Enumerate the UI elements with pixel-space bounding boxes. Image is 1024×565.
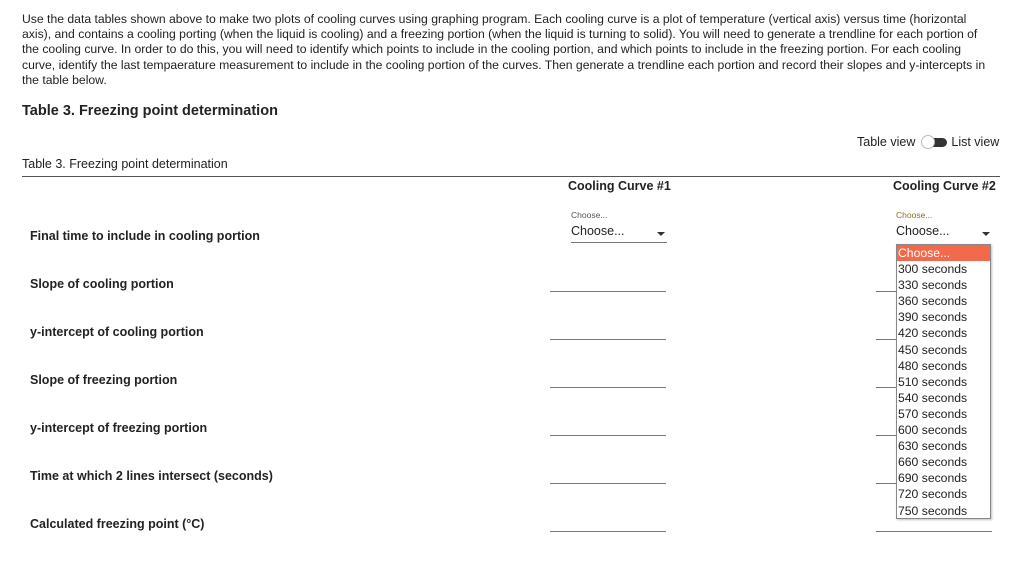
table-top-rule	[22, 176, 1000, 177]
row-label-cooling-slope: Slope of cooling portion	[30, 277, 174, 291]
view-toggle	[857, 135, 999, 149]
chevron-down-icon	[657, 232, 665, 236]
dropdown-option[interactable]: 690 seconds	[898, 471, 968, 486]
dropdown-option[interactable]: 330 seconds	[898, 278, 968, 293]
instructions-text: Use the data tables shown above to make two plots of cooling curves using graphing program. Each cooling curve is a plot of temperature (vertical axis) versus time (horizontal axis), and contains a cooling porting (when the liquid is cooling) and a freezing portion (when the liquid is turning to solid). You will need to generate a trendline for each portion of the cooling curve. In order to do this, you will need to identify which points to include in the cooling portion, and which points to include in the freezing portion. For each cooling curve, identify the last tempaerature measurement to include in the cooling portion of the curves. Then generate a trendline each portion and record their slopes and y-intercepts in the table below.	[22, 12, 986, 87]
section-heading: Table 3. Freezing point determination	[22, 103, 278, 119]
dropdown-option[interactable]: 600 seconds	[898, 423, 968, 438]
curve-2-freezing-point-input[interactable]	[876, 531, 992, 532]
row-label-freezing-point: Calculated freezing point (°C)	[30, 517, 205, 531]
row-label-freezing-slope: Slope of freezing portion	[30, 373, 178, 387]
dropdown-option[interactable]: 450 seconds	[898, 342, 968, 357]
final-time-dropdown-list[interactable]	[896, 244, 991, 519]
row-label-freezing-intercept: y-intercept of freezing portion	[30, 421, 208, 435]
curve-1-final-time-select[interactable]	[571, 210, 667, 238]
select-hint: Choose...	[896, 210, 933, 220]
curve-1-freezing-intercept-input[interactable]	[550, 435, 666, 436]
curve-2-final-time-select[interactable]	[896, 210, 992, 238]
curve-2-cooling-slope-input[interactable]	[876, 291, 896, 292]
curve-1-intersect-time-input[interactable]	[550, 483, 666, 484]
row-label-final-time: Final time to include in cooling portion	[30, 229, 260, 243]
select-value: Choose...	[896, 224, 950, 238]
curve-1-freezing-point-input[interactable]	[550, 531, 666, 532]
view-toggle-switch[interactable]	[921, 135, 947, 149]
row-label-intersect-time: Time at which 2 lines intersect (seconds)	[30, 469, 273, 483]
dropdown-option[interactable]: 420 seconds	[898, 326, 968, 341]
curve-2-intersect-time-input[interactable]	[876, 483, 896, 484]
list-view-label[interactable]: List view	[951, 135, 1000, 149]
dropdown-option[interactable]: 510 seconds	[898, 374, 968, 389]
dropdown-option[interactable]: 570 seconds	[898, 406, 968, 421]
curve-1-cooling-slope-input[interactable]	[550, 291, 666, 292]
dropdown-option[interactable]: Choose...	[897, 245, 990, 261]
dropdown-option[interactable]: 480 seconds	[898, 358, 968, 373]
dropdown-option[interactable]: 300 seconds	[898, 262, 968, 277]
table-view-label[interactable]: Table view	[857, 135, 916, 149]
dropdown-option[interactable]: 540 seconds	[898, 390, 968, 405]
column-header-curve-1: Cooling Curve #1	[568, 179, 671, 193]
dropdown-option[interactable]: 390 seconds	[898, 310, 968, 325]
dropdown-option[interactable]: 360 seconds	[898, 294, 968, 309]
curve-1-cooling-intercept-input[interactable]	[550, 339, 666, 340]
select-underline	[571, 242, 667, 243]
curve-1-freezing-slope-input[interactable]	[550, 387, 666, 388]
dropdown-option[interactable]: 720 seconds	[898, 487, 968, 502]
row-label-cooling-intercept: y-intercept of cooling portion	[30, 325, 204, 339]
chevron-down-icon	[982, 232, 990, 236]
table-caption: Table 3. Freezing point determination	[22, 157, 228, 171]
curve-2-cooling-intercept-input[interactable]	[876, 339, 896, 340]
select-hint: Choose...	[571, 210, 608, 220]
dropdown-option[interactable]: 660 seconds	[898, 455, 968, 470]
column-header-curve-2: Cooling Curve #2	[893, 179, 996, 193]
curve-2-freezing-slope-input[interactable]	[876, 387, 896, 388]
select-value: Choose...	[571, 224, 625, 238]
dropdown-option[interactable]: 750 seconds	[898, 503, 968, 518]
curve-2-freezing-intercept-input[interactable]	[876, 435, 896, 436]
dropdown-option[interactable]: 630 seconds	[898, 439, 968, 454]
